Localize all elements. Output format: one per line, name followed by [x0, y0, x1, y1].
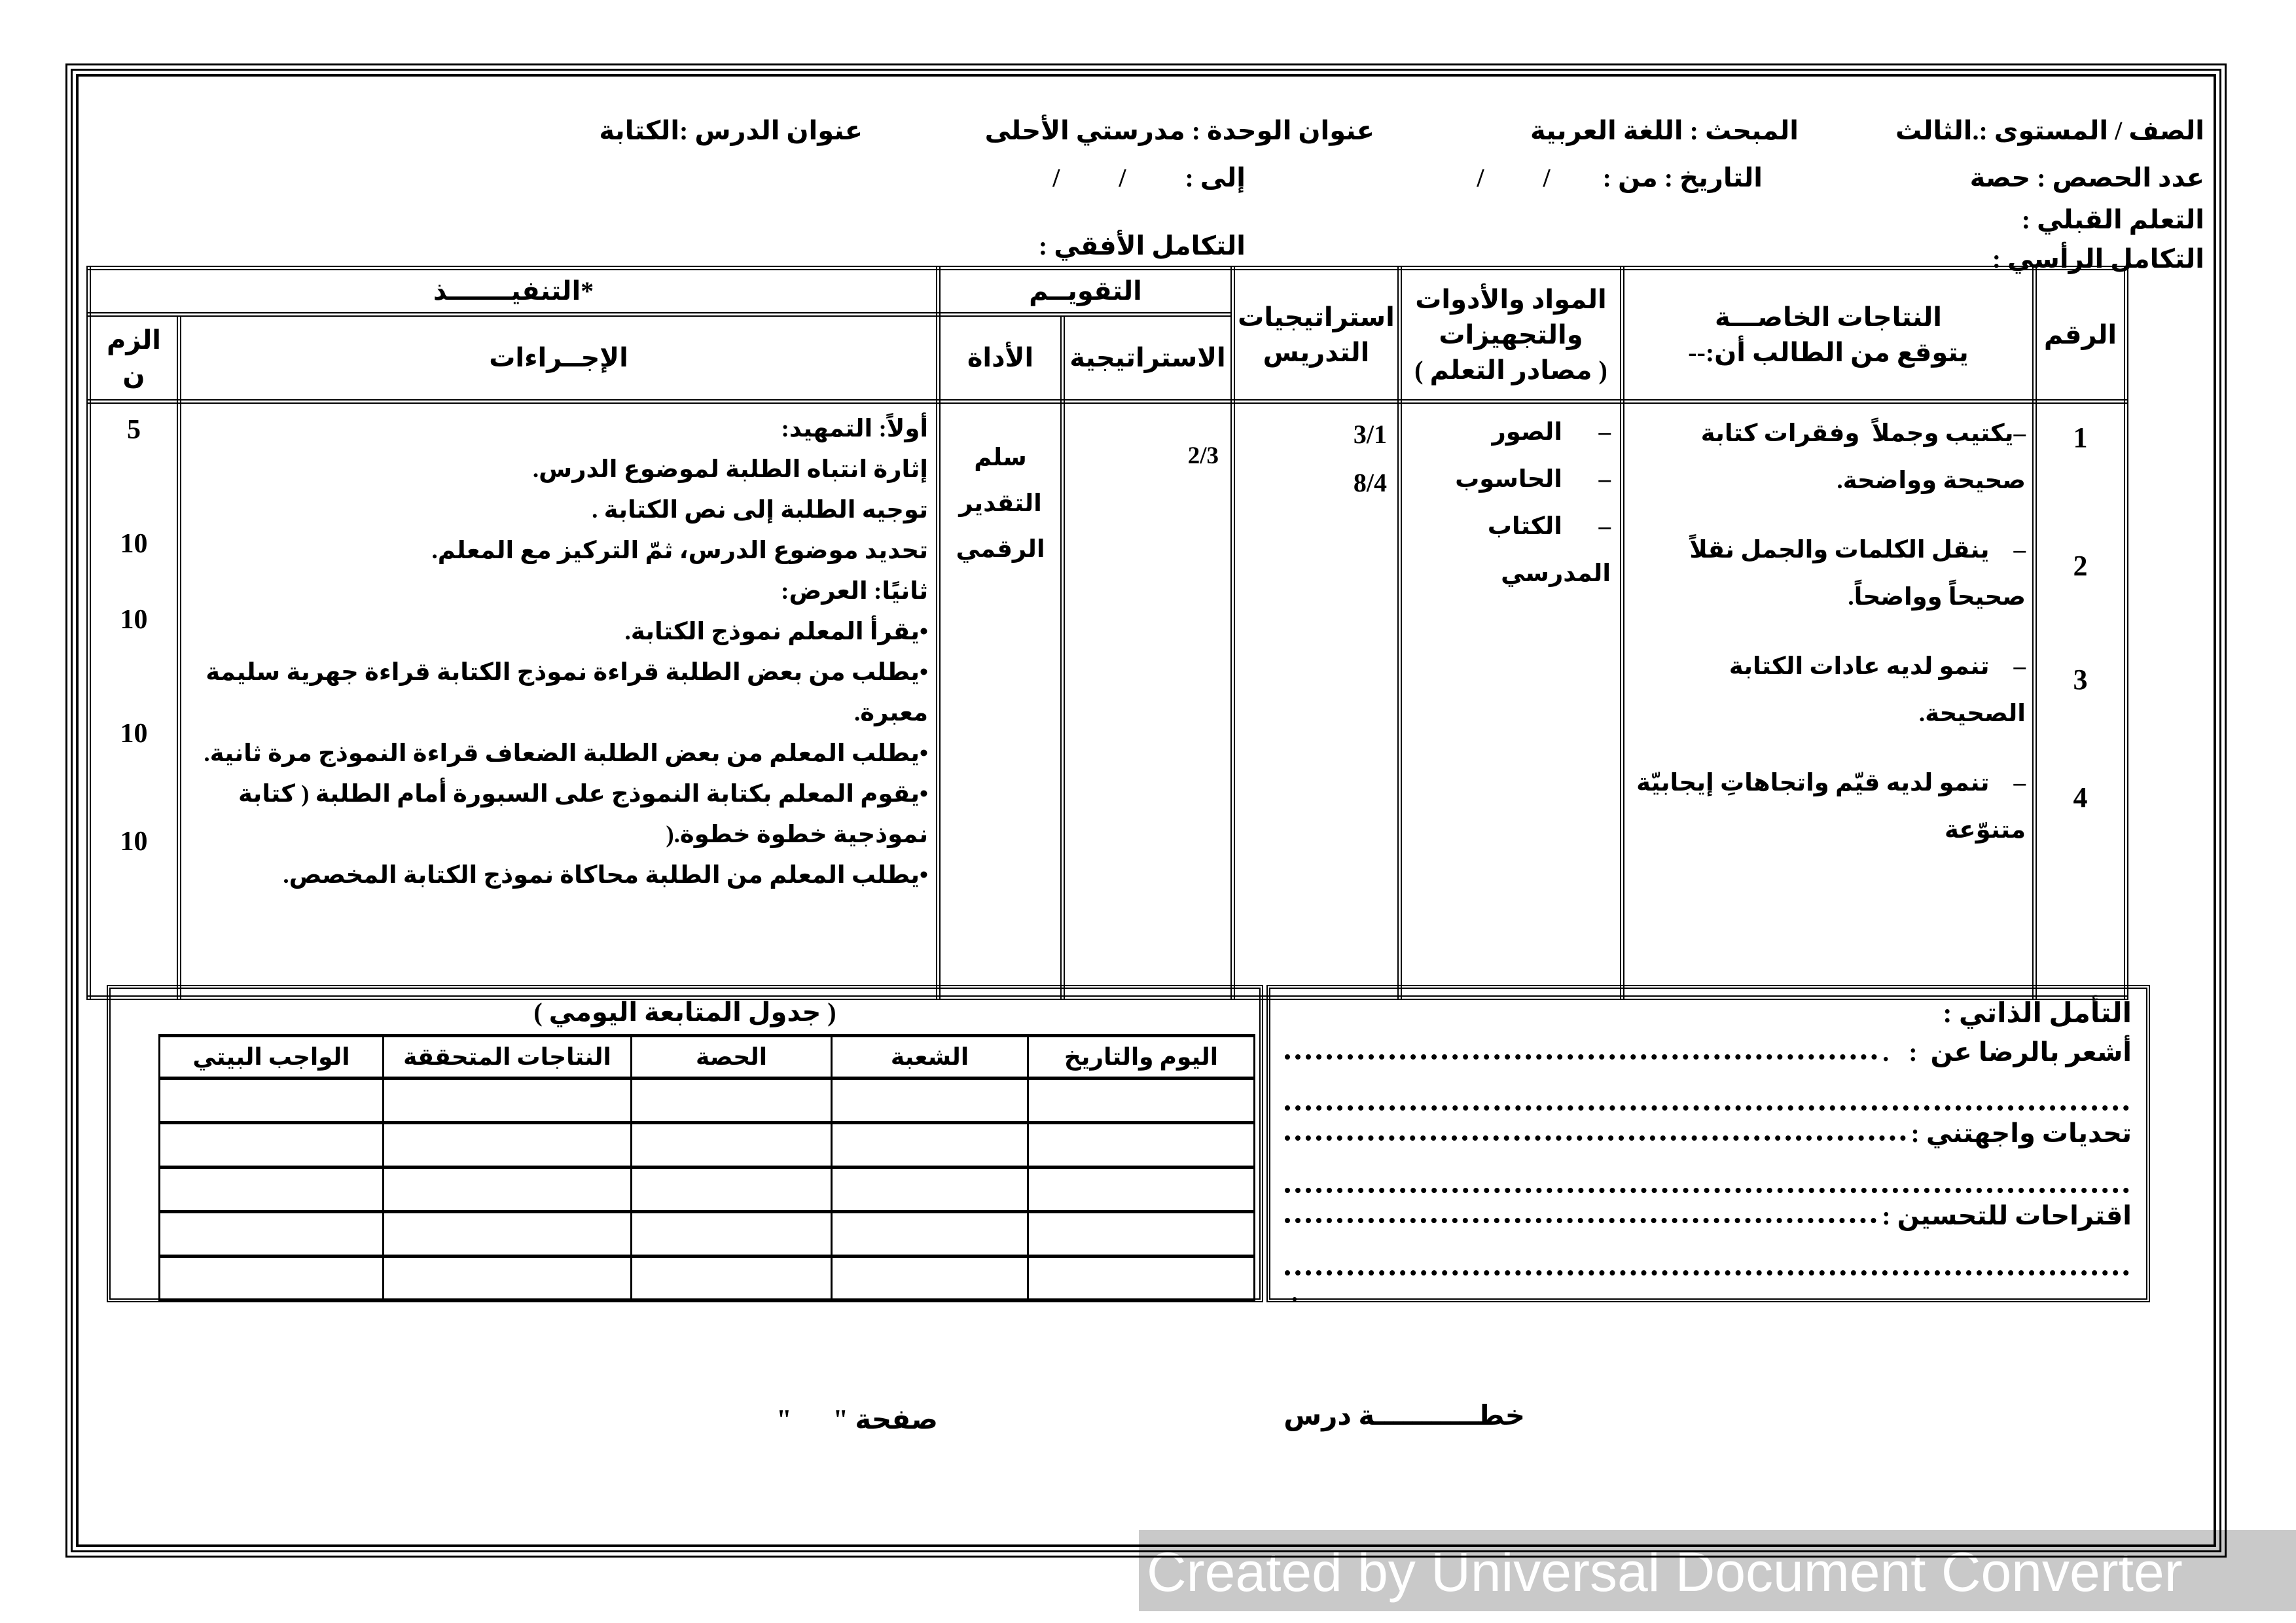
- empty-cell: [1028, 1123, 1255, 1168]
- procedure-line: إثارة انتباه الطلبة لموضوع الدرس.: [532, 456, 928, 483]
- outcomes-cell: [1623, 402, 2035, 998]
- time-value: 10: [120, 605, 148, 635]
- empty-cell: [160, 1257, 384, 1301]
- daily-followup-box: [107, 985, 1263, 1302]
- outcome-item: – تنمو لديه عادات الكتابة الصحيحة.: [1723, 653, 2026, 727]
- periods-count-field: عدد الحصص : حصة: [1969, 163, 2204, 192]
- time-header-line2: ن: [122, 361, 145, 390]
- outcome-item: – تنمو لديه قيّم واتجاهاتِ إيجابيّة متنوّعة: [1630, 770, 2026, 844]
- time-value: 10: [120, 529, 148, 559]
- outcomes-header-line2: يتوقع من الطالب أن:--: [1688, 337, 1969, 367]
- lesson-plan-table: [86, 266, 2128, 1000]
- suggestions-label: اقتراحات للتحسين :: [1882, 1201, 2132, 1230]
- procedure-line: •يطلب من بعض الطلبة قراءة نموذج الكتابة قراءة جهرية سليمة معبرة.: [206, 659, 928, 726]
- fill-line: [1285, 1168, 2129, 1193]
- procedure-line: •يقوم المعلم بكتابة النموذج على السبورة أمام الطلبة ( كتابة نموذجية خطوة خطوة.(: [238, 781, 928, 848]
- outcomes-header-line1: النتاجات الخاصـــة: [1715, 302, 1942, 332]
- daily-followup-title: ( جدول المتابعة اليومي ): [533, 997, 836, 1027]
- daily-followup-empty-row: [160, 1079, 1255, 1123]
- time-value: 5: [127, 415, 141, 445]
- date-from-field: التاريخ : من : / /: [1477, 163, 1763, 192]
- empty-cell: [632, 1123, 832, 1168]
- empty-cell: [384, 1212, 632, 1257]
- empty-cell: [160, 1079, 384, 1123]
- empty-cell: [160, 1212, 384, 1257]
- daily-followup-empty-row: [160, 1123, 1255, 1168]
- daily-followup-column-header: الواجب البيتي: [160, 1036, 384, 1079]
- daily-followup-column-header: اليوم والتاريخ: [1028, 1036, 1255, 1079]
- empty-cell: [632, 1257, 832, 1301]
- prior-learning-field: التعلم القبلي :: [2021, 205, 2204, 234]
- time-values-cell: [89, 402, 179, 998]
- daily-followup-empty-row: [160, 1168, 1255, 1212]
- empty-cell: [632, 1168, 832, 1212]
- evaluation-strategy-code-cell: 2/3: [1063, 402, 1233, 998]
- col-header-materials: [1400, 268, 1623, 402]
- col-header-outcomes: [1623, 268, 2035, 402]
- col-header-eval-strategy: الاستراتيجية: [1063, 315, 1233, 402]
- col-header-procedures: الإجــراءات: [179, 315, 939, 402]
- teaching-strategy-codes-cell: [1233, 402, 1400, 998]
- trailing-period: .: [1291, 1277, 1298, 1307]
- satisfaction-row: [1282, 1032, 2132, 1067]
- procedure-line: •يطلب المعلم من بعض الطلبة الضعاف قراءة النموذج مرة ثانية.: [204, 740, 928, 767]
- lesson-title-field: عنوان الدرس :الكتابة: [599, 116, 863, 145]
- self-reflection-box: [1266, 985, 2150, 1307]
- procedure-line: •يطلب المعلم من الطلبة محاكاة نموذج الكتابة المخصص.: [283, 862, 928, 889]
- empty-cell: [832, 1212, 1028, 1257]
- suggestions-fill-line: [1285, 1196, 1876, 1223]
- outcome-numbers-cell: [2035, 402, 2126, 998]
- empty-cell: [160, 1168, 384, 1212]
- daily-followup-empty-row: [160, 1212, 1255, 1257]
- empty-cell: [1028, 1168, 1255, 1212]
- subject-field: المبحث : اللغة العربية: [1530, 116, 1799, 145]
- daily-followup-table: [158, 1034, 1255, 1302]
- class-level-field: الصف / المستوى :.الثالث: [1895, 116, 2204, 145]
- materials-header-line2: ( مصادر التعلم ): [1414, 355, 1607, 385]
- empty-cell: [1028, 1079, 1255, 1123]
- col-header-teaching-strategies: استراتيجيات التدريس: [1233, 268, 1400, 402]
- time-header-line1: الزم: [107, 325, 161, 355]
- satisfaction-fill-line: [1285, 1032, 1877, 1060]
- date-to-field: إلى : / /: [1052, 163, 1246, 192]
- empty-cell: [632, 1212, 832, 1257]
- daily-followup-column-header: الشعبة: [832, 1036, 1028, 1079]
- daily-followup-column-header: النتاجات المتحققة: [384, 1036, 632, 1079]
- teaching-strategy-code: 8/4: [1353, 468, 1387, 497]
- outcome-number: 4: [2073, 781, 2088, 813]
- lesson-plan-footer-label: خطـــــــــــة درس: [1283, 1401, 1525, 1431]
- outcome-number: 2: [2073, 550, 2088, 582]
- page-number-footer-label: صفحة " ": [776, 1405, 938, 1435]
- empty-cell: [632, 1079, 832, 1123]
- empty-cell: [384, 1123, 632, 1168]
- outcome-item: – ينقل الكلمات والجمل نقلاً صحيحاً وواضحاً.: [1683, 537, 2026, 611]
- time-value: 10: [120, 827, 148, 857]
- material-item: – الصور: [1492, 419, 1611, 446]
- material-item: – الحاسوب: [1455, 466, 1611, 493]
- challenges-fill-line: [1285, 1113, 1906, 1141]
- empty-cell: [384, 1257, 632, 1301]
- procedure-line: توجيه الطلبة إلى نص الكتابة .: [592, 497, 928, 524]
- empty-cell: [384, 1168, 632, 1212]
- materials-header-line1: المواد والأدوات والتجهيزات: [1415, 284, 1607, 349]
- col-header-execution: *التنفيـــــــذ: [89, 268, 939, 315]
- fill-line: [1285, 1086, 2129, 1111]
- evaluation-tool-cell: سلم التقدير الرقمي: [939, 402, 1063, 998]
- outcome-number: 1: [2073, 421, 2088, 454]
- outcome-item: –يكتيب وجملاً وفقرات كتابة صحيحة وواضحة.: [1695, 420, 2026, 494]
- challenges-label: تحديات واجهتني :: [1910, 1118, 2132, 1148]
- time-value: 10: [120, 719, 148, 749]
- empty-cell: [832, 1168, 1028, 1212]
- procedure-line: تحديد موضوع الدرس، ثمّ التركيز مع المعلم.: [431, 537, 928, 564]
- self-reflection-title: التأمل الذاتي :: [1943, 999, 2132, 1029]
- converter-watermark: Created by Universal Document Converter: [1139, 1530, 2296, 1611]
- empty-cell: [1028, 1257, 1255, 1301]
- horizontal-integration-field: التكامل الأفقي :: [1038, 231, 1246, 260]
- empty-cell: [832, 1079, 1028, 1123]
- challenges-row: [1282, 1113, 2132, 1149]
- procedure-line: أولاً: التمهيد:: [781, 416, 928, 442]
- materials-cell: [1400, 402, 1623, 998]
- outcome-number: 3: [2073, 664, 2088, 696]
- procedures-cell: [179, 402, 939, 998]
- daily-followup-header-row: [160, 1036, 1255, 1079]
- empty-cell: [384, 1079, 632, 1123]
- suggestions-row: [1282, 1196, 2132, 1231]
- procedure-line: ثانيًا: العرض:: [781, 578, 928, 605]
- col-header-evaluation: التقويــم: [939, 268, 1233, 315]
- vertical-integration-field: التكامل الرأسي :: [1992, 244, 2204, 274]
- empty-cell: [832, 1257, 1028, 1301]
- col-header-time: [89, 315, 179, 402]
- col-header-eval-tool: الأداة: [939, 315, 1063, 402]
- daily-followup-column-header: الحصة: [632, 1036, 832, 1079]
- material-item: – الكتاب المدرسي: [1481, 513, 1611, 587]
- daily-followup-empty-row: [160, 1257, 1255, 1301]
- fill-line: [1285, 1251, 2129, 1275]
- empty-cell: [832, 1123, 1028, 1168]
- satisfaction-label: أشعر بالرضا عن : .: [1882, 1037, 2132, 1067]
- procedure-line: •يقرأ المعلم نموذج الكتابة.: [624, 618, 928, 645]
- empty-cell: [160, 1123, 384, 1168]
- unit-title-field: عنوان الوحدة : مدرستي الأحلى: [984, 116, 1374, 145]
- teaching-strategy-code: 3/1: [1353, 419, 1387, 449]
- empty-cell: [1028, 1212, 1255, 1257]
- col-header-number: الرقم: [2035, 268, 2126, 402]
